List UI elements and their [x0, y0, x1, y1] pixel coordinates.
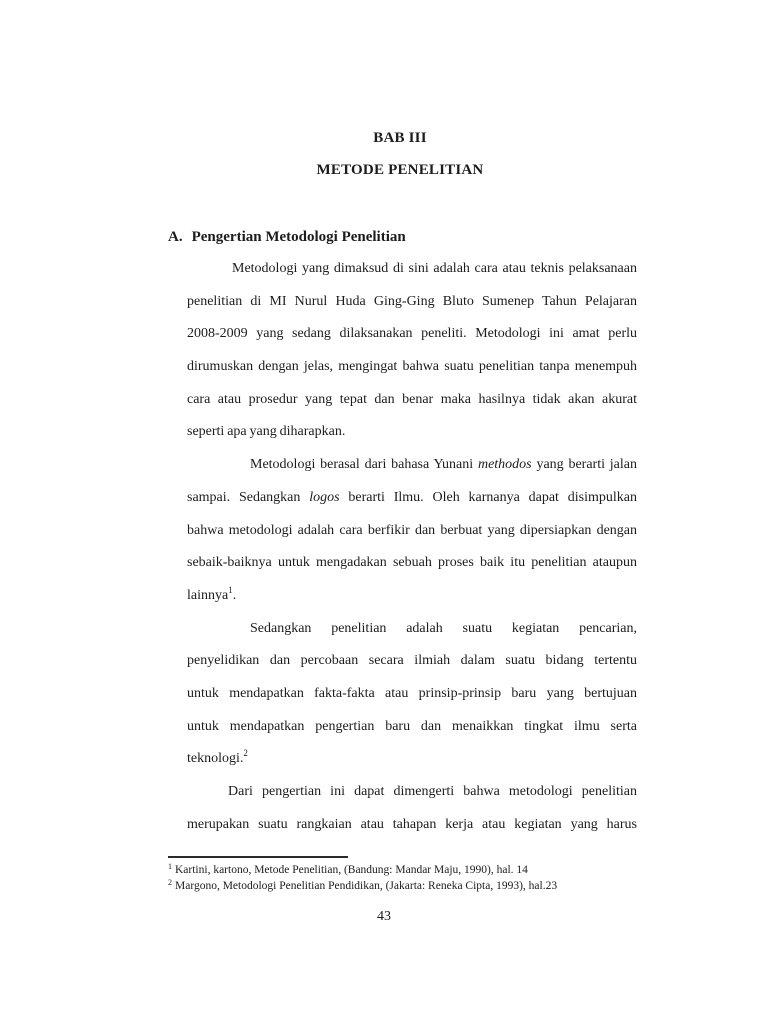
text-line	[187, 482, 637, 515]
text-line	[187, 449, 637, 482]
text-run: Metodologi berasal dari bahasa Yunani	[250, 457, 478, 473]
text-line	[187, 613, 637, 646]
footnote-item	[168, 878, 638, 894]
text-line	[187, 318, 637, 351]
text-run: lainnya	[187, 587, 229, 603]
text-run: merupakan suatu rangkaian atau tahapan kerja atau kegiatan yang harus	[187, 816, 637, 832]
text-run: seperti apa yang diharapkan.	[187, 424, 346, 440]
section-title: Pengertian Metodologi Penelitian	[191, 229, 406, 245]
text-line	[187, 351, 637, 384]
text-run: .	[232, 587, 237, 603]
text-run: sebaik-baiknya untuk mengadakan sebuah proses baik itu penelitian ataupun	[187, 555, 637, 571]
footnote-text: Margono, Metodologi Penelitian Pendidikan, (Jakarta: Reneka Cipta, 1993), hal.23	[175, 880, 558, 892]
text-run: dirumuskan dengan jelas, mengingat bahwa suatu penelitian tanpa menempuh	[187, 359, 637, 375]
text-line	[187, 384, 637, 417]
footnote-marker: 2	[168, 878, 172, 887]
text-run: untuk mendapatkan fakta-fakta atau prinsip-prinsip baru yang bertujuan	[187, 685, 637, 701]
paragraph	[187, 253, 637, 449]
text-line	[187, 776, 637, 809]
footnote-marker: 1	[168, 862, 172, 871]
text-run: Metodologi yang dimaksud di sini adalah cara atau teknis pelaksanaan	[232, 261, 637, 276]
text-run: yang berarti jalan	[531, 457, 637, 473]
text-line	[187, 580, 637, 613]
text-line	[187, 743, 637, 776]
italic-term: logos	[309, 489, 340, 505]
footnote-item	[168, 862, 638, 878]
chapter-title: METODE PENELITIAN	[316, 162, 484, 178]
text-run: 2008-2009 yang sedang dilaksanakan peneliti. Metodologi ini amat perlu	[187, 326, 637, 342]
text-run: cara atau prosedur yang tepat dan benar maka hasilnya tidak akan akurat	[187, 391, 637, 407]
text-run: Sedangkan penelitian adalah suatu kegiatan pencarian,	[250, 620, 637, 636]
text-line	[187, 416, 637, 449]
text-run: berarti Ilmu. Oleh karnanya dapat disimpulkan	[339, 489, 637, 505]
footnote-text: Kartini, kartono, Metode Penelitian, (Bandung: Mandar Maju, 1990), hal. 14	[175, 864, 528, 876]
footnote-separator-rule	[168, 856, 348, 858]
text-run: penelitian di MI Nurul Huda Ging-Ging Bluto Sumenep Tahun Pelajaran	[187, 293, 637, 309]
paragraph	[187, 613, 637, 776]
text-line	[187, 678, 637, 711]
text-line	[187, 645, 637, 678]
text-line	[187, 515, 637, 548]
chapter-heading: BAB III	[373, 130, 427, 146]
paragraph	[187, 776, 637, 841]
text-run: teknologi.	[187, 751, 244, 767]
footnotes-section	[168, 856, 638, 894]
italic-term: methodos	[477, 457, 532, 473]
text-line	[187, 286, 637, 319]
body-paragraphs	[187, 253, 637, 841]
text-line	[187, 253, 637, 286]
page-number: 43	[377, 909, 391, 924]
text-line	[187, 809, 637, 842]
footnote-ref: 1	[228, 584, 233, 595]
text-line	[187, 711, 637, 744]
text-line	[187, 547, 637, 580]
section-label: A.	[168, 229, 183, 245]
text-run: penyelidikan dan percobaan secara ilmiah dalam suatu bidang tertentu	[187, 653, 637, 669]
footnote-ref: 2	[243, 748, 248, 759]
section-heading	[168, 228, 406, 246]
text-run: Dari pengertian ini dapat dimengerti bahwa metodologi penelitian	[228, 784, 637, 799]
footnote-list	[168, 862, 638, 894]
text-run: untuk mendapatkan pengertian baru dan menaikkan tingkat ilmu serta	[187, 718, 637, 734]
text-run: sampai. Sedangkan	[187, 489, 310, 505]
paragraph	[187, 449, 637, 612]
text-run: bahwa metodologi adalah cara berfikir dan berbuat yang dipersiapkan dengan	[187, 522, 637, 538]
